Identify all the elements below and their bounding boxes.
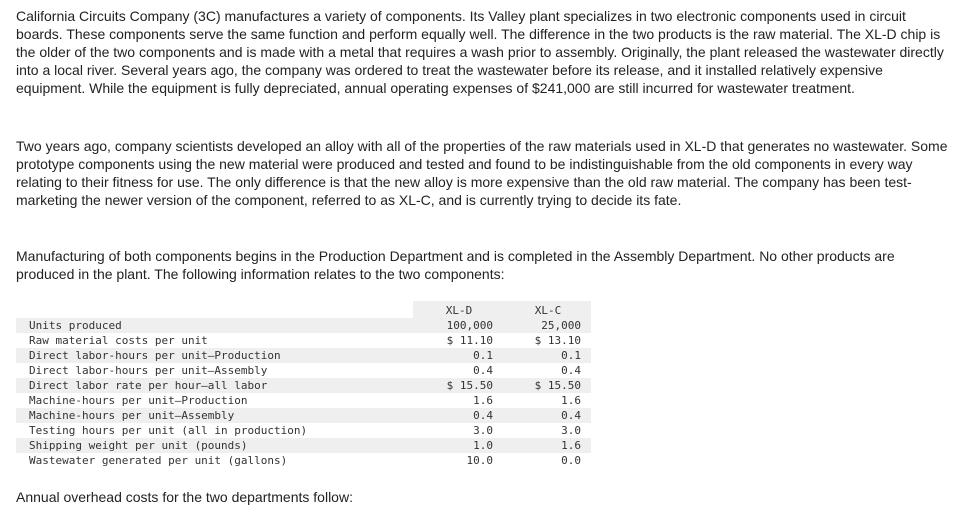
xl-d-value: 0.4 (413, 408, 505, 423)
xl-d-value: 3.0 (413, 423, 505, 438)
table-header-row (16, 301, 591, 318)
xl-d-value: 1.0 (413, 438, 505, 453)
xl-c-value: 1.6 (505, 438, 591, 453)
xl-c-value: 0.4 (505, 408, 591, 423)
table-row (16, 453, 591, 468)
table-row (16, 378, 591, 393)
xl-c-value: 0.0 (505, 453, 591, 468)
xl-c-value: $ 13.10 (505, 333, 591, 348)
table-row (16, 333, 591, 348)
xl-c-column-header: XL-C (505, 301, 591, 318)
xl-d-value: 0.1 (413, 348, 505, 363)
table-row (16, 393, 591, 408)
row-label: Raw material costs per unit (16, 333, 413, 348)
table-body (16, 318, 591, 468)
xl-d-value: 0.4 (413, 363, 505, 378)
row-label: Direct labor-hours per unit—Assembly (16, 363, 413, 378)
xl-d-value: $ 15.50 (413, 378, 505, 393)
row-label: Units produced (16, 318, 413, 333)
xl-c-value: 0.1 (505, 348, 591, 363)
xl-d-column-header: XL-D (413, 301, 505, 318)
row-label: Shipping weight per unit (pounds) (16, 438, 413, 453)
table-row (16, 408, 591, 423)
row-label: Machine-hours per unit—Production (16, 393, 413, 408)
xl-d-value: $ 11.10 (413, 333, 505, 348)
alloy-paragraph: Two years ago, company scientists developed an alloy with all of the properties of the raw materials used in XL-D that generates no wastewater. Some prototype components using the new material were produced and tested and found to be indistinguishable from the old components in every way relating to their fitness for use. The only difference is that the new alloy is more expensive than the old raw material. The company has been test-marketing the newer version of the component, referred to as XL-C, and is currently trying to decide its fate. (16, 138, 948, 208)
table-row (16, 423, 591, 438)
xl-d-value: 10.0 (413, 453, 505, 468)
table-row (16, 348, 591, 363)
row-label: Direct labor-hours per unit—Production (16, 348, 413, 363)
intro-paragraph: California Circuits Company (3C) manufactures a variety of components. Its Valley plant specializes in two electronic components used in circuit boards. These components serve the same function and perform equally well. The difference in the two products is the raw material. The XL-D chip is the older of the two components and is made with a metal that requires a wash prior to assembly. Originally, the plant released the wastewater directly into a local river. Several years ago, the company was ordered to treat the wastewater before its release, and it installed relatively expensive equipment. While the equipment is fully depreciated, annual operating expenses of $241,000 are still incurred for wastewater treatment. (16, 8, 944, 96)
row-label: Machine-hours per unit—Assembly (16, 408, 413, 423)
xl-d-value: 1.6 (413, 393, 505, 408)
row-label: Direct labor rate per hour—all labor (16, 378, 413, 393)
overhead-paragraph: Annual overhead costs for the two departments follow: (16, 489, 353, 505)
table-row (16, 363, 591, 378)
table-row (16, 318, 591, 333)
components-table (16, 301, 591, 468)
xl-c-value: 1.6 (505, 393, 591, 408)
xl-d-value: 100,000 (413, 318, 505, 333)
xl-c-value: $ 15.50 (505, 378, 591, 393)
xl-c-value: 3.0 (505, 423, 591, 438)
xl-c-value: 0.4 (505, 363, 591, 378)
table-row (16, 438, 591, 453)
row-label: Testing hours per unit (all in production) (16, 423, 413, 438)
manufacturing-paragraph: Manufacturing of both components begins in the Production Department and is completed in the Assembly Department. No other products are produced in the plant. The following information relates to the two components: (16, 248, 895, 282)
label-column-header (16, 301, 413, 318)
row-label: Wastewater generated per unit (gallons) (16, 453, 413, 468)
xl-c-value: 25,000 (505, 318, 591, 333)
